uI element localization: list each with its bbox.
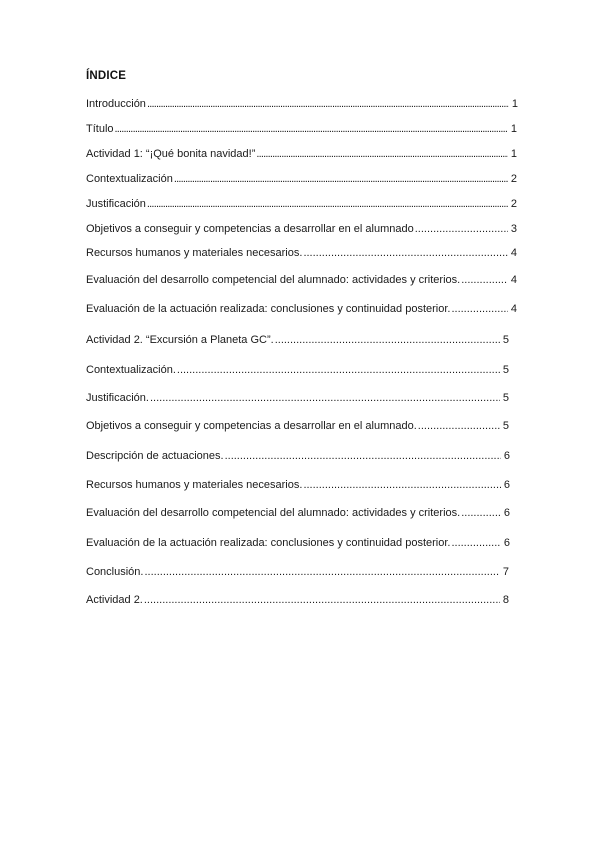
toc-entry-page: 5 (502, 334, 509, 346)
toc-entry-page: 4 (510, 274, 517, 286)
toc-entry-title: Título (86, 123, 114, 135)
toc-entry[interactable] (86, 146, 517, 162)
toc-entry-title: Justificación (86, 198, 146, 210)
toc-entry-page: 2 (510, 198, 517, 210)
toc-entry[interactable] (86, 535, 510, 551)
toc-entry-page: 6 (503, 507, 510, 519)
toc-entry-title: Introducción (86, 98, 146, 110)
toc-entry-title: Recursos humanos y materiales necesarios. (86, 479, 303, 491)
toc-entry-page: 4 (510, 303, 517, 315)
toc-entry-page: 2 (510, 173, 517, 185)
toc-entry-page: 7 (502, 566, 509, 578)
toc-dot-leader (275, 332, 500, 348)
toc-entry-title: Justificación. (86, 392, 149, 404)
toc-dot-leader (256, 146, 508, 162)
toc-entry[interactable] (86, 171, 517, 187)
toc-dot-leader (225, 448, 501, 464)
toc-dot-leader (415, 221, 508, 237)
toc-dot-leader (461, 272, 508, 288)
toc-entry-page: 5 (502, 364, 509, 376)
toc-entry-title: Contextualización (86, 173, 173, 185)
toc-entry-title: Actividad 1: “¡Qué bonita navidad!” (86, 148, 256, 160)
toc-entry[interactable] (86, 272, 517, 288)
toc-dot-leader (303, 477, 501, 493)
toc-entry[interactable] (86, 332, 509, 348)
toc-entry-title: Evaluación de la actuación realizada: conclusiones y continuidad posterior. (86, 537, 451, 549)
toc-entry-page: 3 (510, 223, 517, 235)
toc-dot-leader (451, 535, 501, 551)
toc-heading: ÍNDICE (86, 70, 127, 82)
toc-entry-title: Actividad 2. (86, 594, 143, 606)
toc-entry-title: Evaluación de la actuación realizada: conclusiones y continuidad posterior. (86, 303, 451, 315)
toc-entry-page: 5 (502, 420, 509, 432)
toc-entry[interactable] (86, 245, 517, 261)
toc-entry[interactable] (86, 390, 509, 406)
toc-entry-page: 5 (502, 392, 509, 404)
toc-entry[interactable] (86, 362, 509, 378)
toc-entry[interactable] (86, 477, 510, 493)
toc-entry[interactable] (86, 592, 509, 608)
toc-entry-title: Recursos humanos y materiales necesarios. (86, 247, 303, 259)
toc-entry[interactable] (86, 221, 517, 237)
toc-dot-leader (115, 121, 508, 137)
toc-entry[interactable] (86, 564, 509, 580)
toc-entry[interactable] (86, 96, 518, 112)
toc-entry-title: Evaluación del desarrollo competencial del alumnado: actividades y criterios. (86, 274, 461, 286)
toc-dot-leader (303, 245, 508, 261)
toc-entry-title: Objetivos a conseguir y competencias a desarrollar en el alumnado (86, 223, 414, 235)
toc-entry-page: 1 (510, 148, 517, 160)
toc-entry[interactable] (86, 505, 510, 521)
toc-dot-leader (177, 362, 500, 378)
toc-entry-page: 4 (510, 247, 517, 259)
toc-dot-leader (147, 196, 508, 212)
toc-entry-page: 6 (503, 537, 510, 549)
toc-entry-page: 1 (511, 98, 518, 110)
toc-dot-leader (174, 171, 508, 187)
toc-dot-leader (144, 592, 500, 608)
toc-dot-leader (147, 96, 509, 112)
toc-entry[interactable] (86, 121, 517, 137)
toc-entry[interactable] (86, 418, 509, 434)
toc-entry[interactable] (86, 301, 517, 317)
toc-entry-title: Objetivos a conseguir y competencias a desarrollar en el alumnado. (86, 420, 417, 432)
toc-dot-leader (451, 301, 508, 317)
toc-entry-title: Descripción de actuaciones. (86, 450, 224, 462)
toc-entry-title: Conclusión. (86, 566, 144, 578)
toc-entry-title: Evaluación del desarrollo competencial del alumnado: actividades y criterios. (86, 507, 461, 519)
toc-entry-page: 6 (503, 479, 510, 491)
toc-dot-leader (418, 418, 500, 434)
toc-entry-page: 8 (502, 594, 509, 606)
toc-dot-leader (461, 505, 501, 521)
toc-entry[interactable] (86, 196, 517, 212)
toc-entry-title: Contextualización. (86, 364, 176, 376)
toc-entry-page: 6 (503, 450, 510, 462)
toc-entry[interactable] (86, 448, 510, 464)
toc-dot-leader (150, 390, 500, 406)
toc-entry-page: 1 (510, 123, 517, 135)
toc-entry-title: Actividad 2. “Excursión a Planeta GC”. (86, 334, 274, 346)
toc-dot-leader (144, 564, 500, 580)
